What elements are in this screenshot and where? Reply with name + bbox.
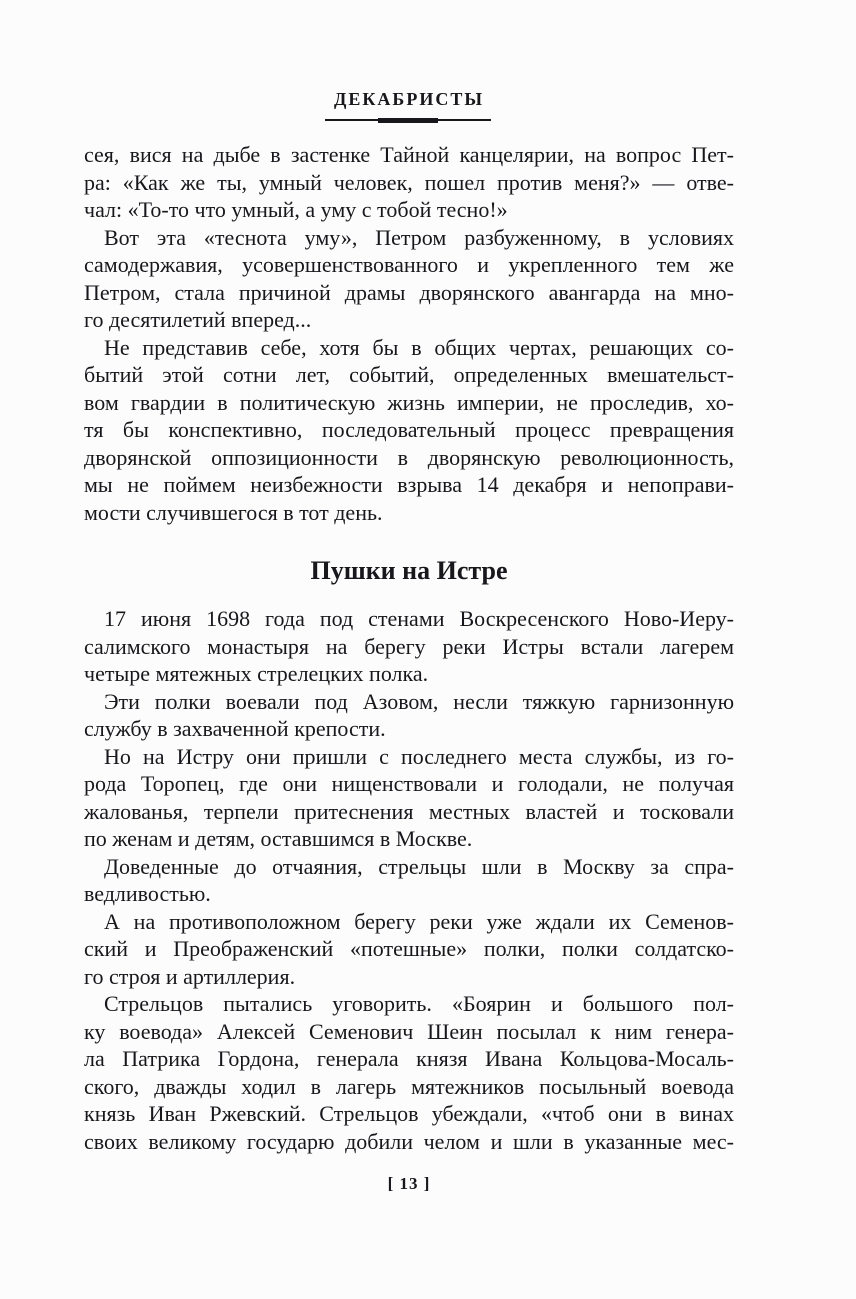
text-line: ский и Преображенский «потешные» полки, полки солдатско- [84,936,734,961]
text-line: рода Торопец, где они нищенствовали и голодали, не получая [84,771,734,796]
text-line: вом гвардии в политическую жизнь империи, не проследив, хо- [84,389,734,415]
text-line: ра: «Как же ты, умный человек, пошел против меня?» — отве- [84,169,734,195]
text-line: четыре мятежных стрелецких полка. [84,661,429,686]
text-line: Но на Истру они пришли с последнего места службы, из го- [104,743,734,769]
text-line: Доведенные до отчаяния, стрельцы шли в Москву за спра- [104,853,734,879]
page-number: [ 13 ] [387,1174,431,1193]
text-line: го строя и артиллерия. [84,963,296,989]
text-line: Не представив себе, хотя бы в общих чертах, решающих со- [104,334,734,360]
text-line: службу в захваченной крепости. [84,716,386,741]
text-line: Вот эта «теснота уму», Петром разбуженному, в условиях [104,224,734,250]
text-line: мы не поймем неизбежности взрыва 14 декабря и непоправи- [84,472,734,497]
header-divider-rule [325,119,491,121]
text-line: дворянской оппозиционности в дворянскую революционность, [84,444,734,470]
text-line: своих великому государю добили челом и шли в указанные мес- [84,1128,734,1154]
text-line: князь Иван Ржевский. Стрельцов убеждали, «чтоб они в винах [84,1101,734,1126]
text-line: 17 июня 1698 года под стенами Воскресенского Ново-Иеру- [104,606,734,631]
text-line: ку воевода» Алексей Семенович Шеин посылал к ним генера- [84,1018,734,1044]
text-line: ла Патрика Гордона, генерала князя Ивана Кольцова-Мосаль- [84,1046,734,1071]
section-heading: Пушки на Истре [310,556,508,585]
text-line: салимского монастыря на берегу реки Истры встали лагерем [84,633,734,659]
text-line: А на противоположном берегу реки уже ждали их Семенов- [104,908,734,934]
text-line: ского, дважды ходил в лагерь мятежников посыльный воевода [84,1073,734,1099]
text-line: самодержавия, усовершенствованного и укрепленного тем же [84,252,734,277]
text-line: жалованья, терпели притеснения местных властей и тосковали [84,798,734,824]
text-line: по женам и детям, оставшимся в Москве. [84,826,473,851]
text-line: Петром, стала причиной драмы дворянского авангарда на мно- [84,279,734,305]
intro-text-block [84,141,734,526]
text-line: Стрельцов пытались уговорить. «Боярин и большого пол- [104,991,734,1016]
text-line: Эти полки воевали под Азовом, несли тяжкую гарнизонную [104,688,734,714]
text-line: тя бы конспективно, последовательный процесс превращения [84,417,734,442]
running-head: ДЕКАБРИСТЫ [333,89,485,109]
text-line: мости случившегося в тот день. [84,499,383,525]
text-line: бытий этой сотни лет, событий, определенных вмешательст- [84,362,734,387]
text-line: го десятилетий вперед... [84,307,312,332]
section-text-block [84,605,734,1155]
text-line: ведливостью. [84,881,211,906]
text-line: чал: «То-то что умный, а уму с тобой тесно!» [84,197,508,222]
text-line: сея, вися на дыбе в застенке Тайной канцелярии, на вопрос Пет- [84,142,734,167]
header-divider-thick-segment [378,118,438,123]
